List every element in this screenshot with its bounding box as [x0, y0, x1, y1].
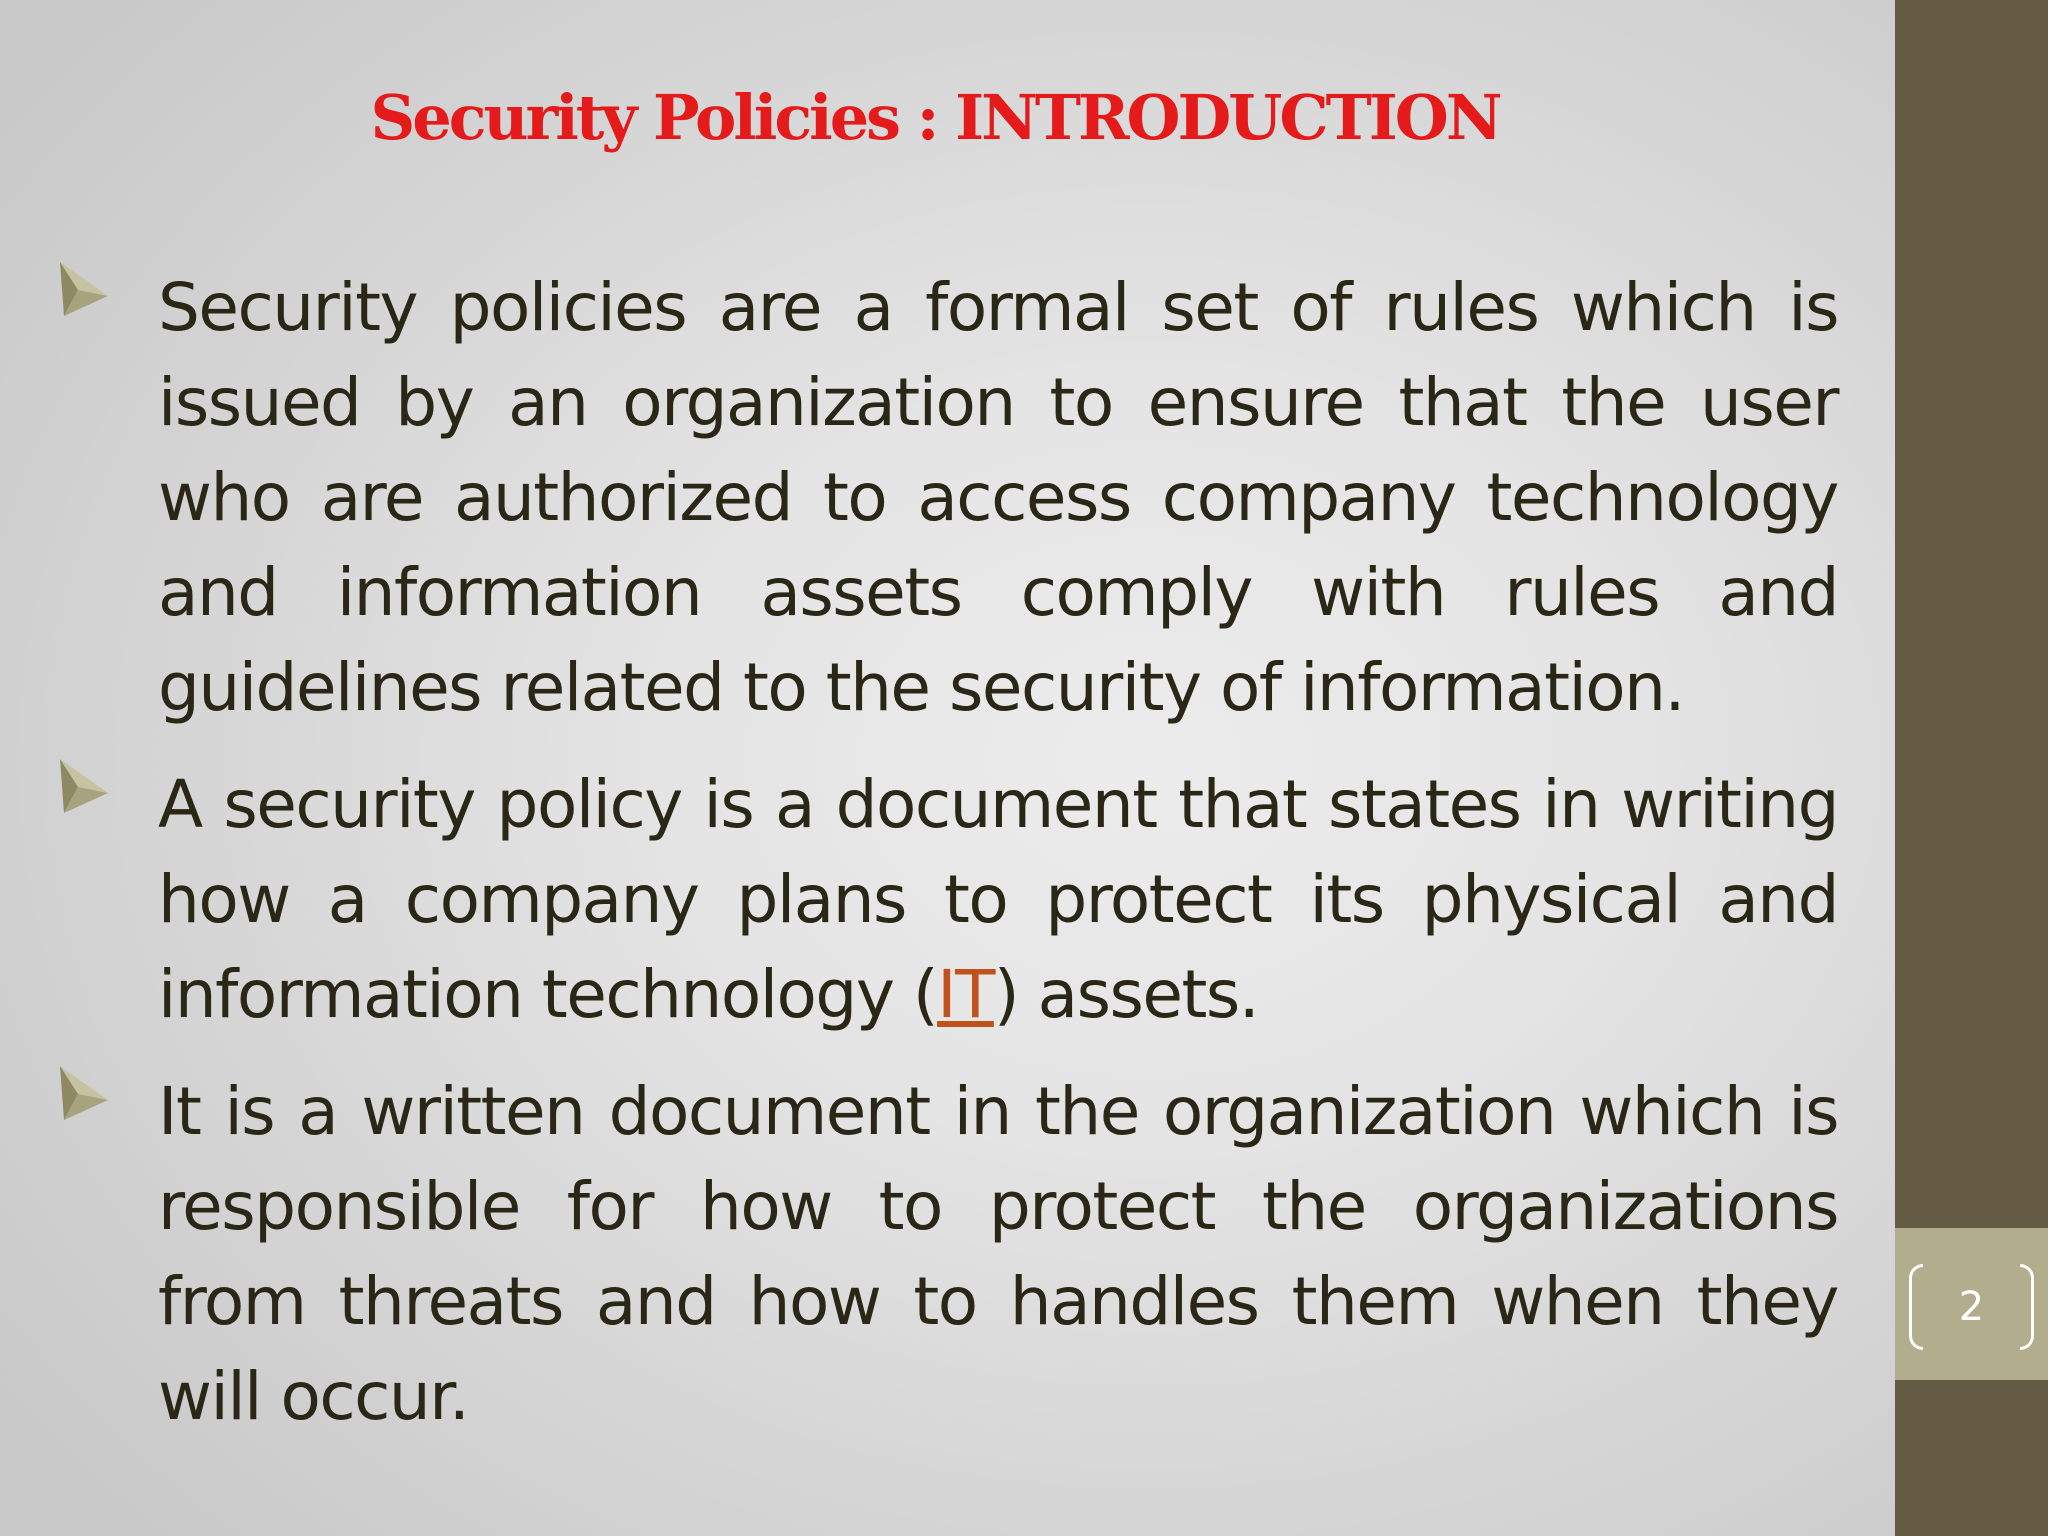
arrowhead-bullet-icon [58, 1064, 110, 1122]
bullet-text [158, 757, 1838, 1042]
bullet-item-3 [158, 1064, 1838, 1444]
bullet-text-after-link: ) assets. [993, 956, 1259, 1033]
bullet-list [0, 260, 1895, 1466]
slide-title: Security Policies : INTRODUCTION [370, 81, 1500, 154]
right-bracket-icon [2020, 1264, 2034, 1350]
arrowhead-bullet-icon [58, 260, 110, 318]
bullet-text: It is a written document in the organization which is responsible for how to protect the organizations from threats and how to handles them when they will occur. [158, 1073, 1838, 1435]
bullet-item-2 [158, 757, 1838, 1042]
bullet-text: Security policies are a formal set of rules which is issued by an organization to ensure that the user who are authorized to access company technology and information assets comply with rules and guidelines related to the security of information. [158, 269, 1838, 726]
arrowhead-bullet-icon [58, 757, 110, 815]
page-number-tab [1895, 1228, 2048, 1380]
it-link[interactable]: IT [937, 956, 994, 1033]
page-number: 2 [1958, 1284, 1985, 1330]
bullet-item-1 [158, 260, 1838, 735]
bullet-text-before-link: A security policy is a document that states in writing how a company plans to protect its physical and information technology ( [158, 766, 1838, 1033]
